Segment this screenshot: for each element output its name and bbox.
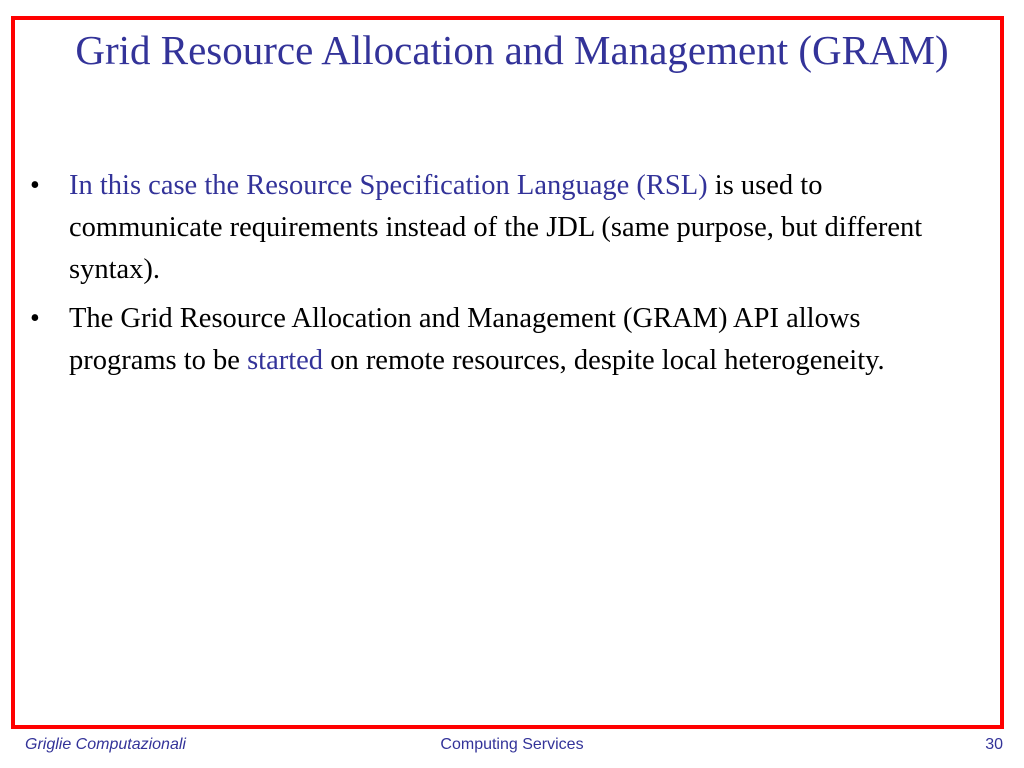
footer-section-title: Computing Services <box>440 736 584 753</box>
rsl-highlight-text: In this case the Resource Specification Language (RSL) <box>69 170 708 201</box>
footer-course-title: Griglie Computazionali <box>25 736 186 753</box>
rsl-body-text: is used to communicate requirements instead of the JDL (same purpose, but different syntax). <box>69 170 923 285</box>
bullet-dot-icon: • <box>30 170 40 201</box>
slide-title: Grid Resource Allocation and Management (GRAM) <box>75 27 949 73</box>
bullet-item-rsl <box>30 165 975 291</box>
bullet-item-gram-api <box>30 298 975 382</box>
gram-api-tail-text: on remote resources, despite local heterogeneity. <box>323 345 885 376</box>
gram-api-body-text: The Grid Resource Allocation and Management (GRAM) API allows programs to be <box>69 303 861 376</box>
bullet-list <box>30 165 975 389</box>
footer-page-number: 30 <box>985 736 1003 753</box>
started-highlight-text: started <box>247 345 324 376</box>
bullet-dot-icon: • <box>30 303 40 334</box>
